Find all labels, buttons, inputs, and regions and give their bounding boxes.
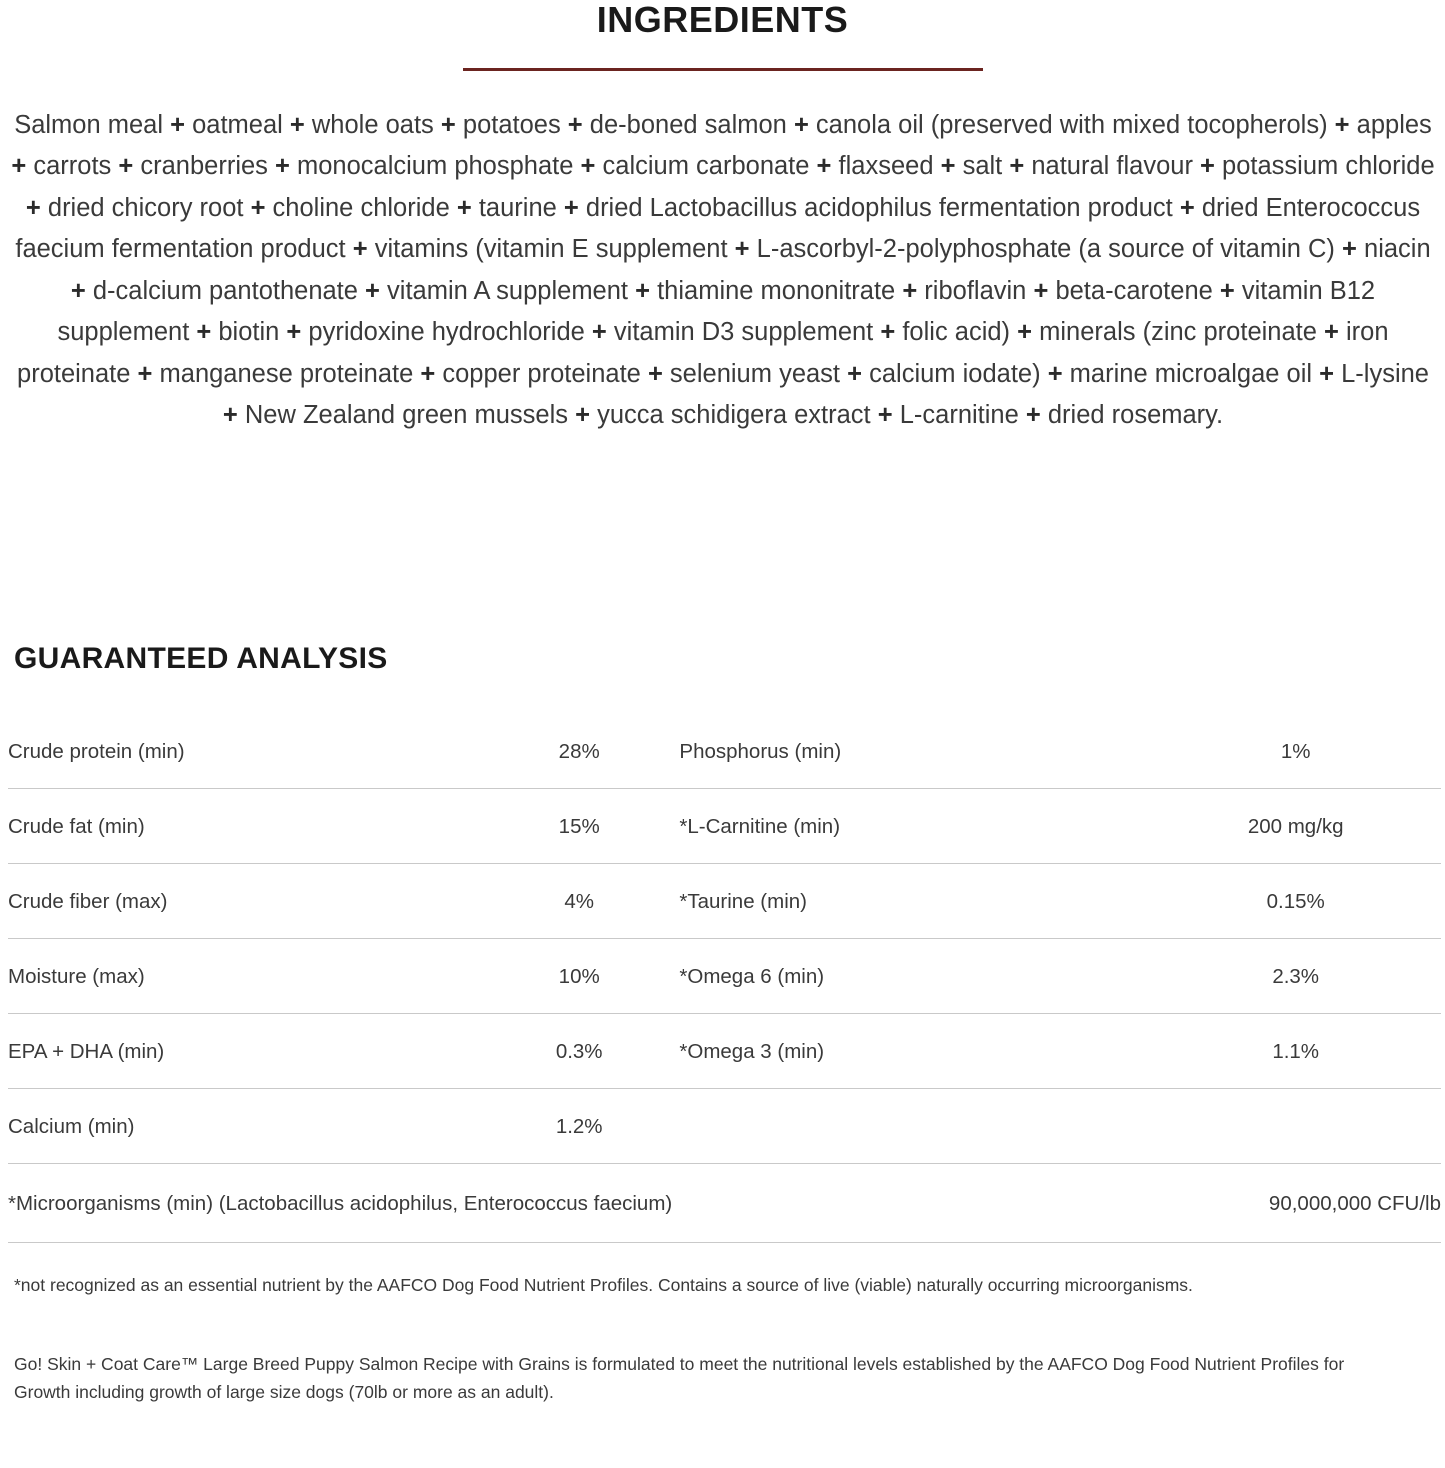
table-row [8,1088,1441,1163]
nutrient-label: Moisture (max) [8,938,479,1013]
nutrient-value: 15% [479,788,679,863]
table-row [8,938,1441,1013]
nutrient-label: Calcium (min) [8,1088,479,1163]
table-row [8,1013,1441,1088]
nutrient-label: *L-Carnitine (min) [679,788,1150,863]
aafco-statement: Go! Skin + Coat Care™ Large Breed Puppy Salmon Recipe with Grains is formulated to meet the nutritional levels established by the AAFCO Dog Food Nutrient Profiles for Growth including growth of large size dogs (70lb or more as an adult). [14,1353,1345,1403]
nutrient-value: 200 mg/kg [1150,788,1441,863]
guaranteed-analysis-heading: GUARANTEED ANALYSIS [14,641,388,675]
ingredients-divider [463,68,983,71]
nutrient-label: *Taurine (min) [679,863,1150,938]
nutrient-label: Crude fat (min) [8,788,479,863]
nutrient-value: 1.2% [479,1088,679,1163]
nutrient-label: *Microorganisms (min) (Lactobacillus acidophilus, Enterococcus faecium) [8,1163,679,1242]
nutrient-label: Crude fiber (max) [8,863,479,938]
nutrient-value: 1% [1150,714,1441,789]
nutrient-label: Crude protein (min) [8,714,479,789]
nutrient-label: *Omega 3 (min) [679,1013,1150,1088]
guaranteed-analysis-footnote: *not recognized as an essential nutrient by the AAFCO Dog Food Nutrient Profiles. Contains a source of live (viable) naturally occurring microorganisms. [14,1274,1193,1295]
table-row [8,714,1441,789]
nutrient-value: 0.15% [1150,863,1441,938]
nutrient-value [1150,1088,1441,1163]
table-row [8,1163,1441,1242]
table-row [8,788,1441,863]
nutrient-label [679,1088,1150,1163]
ingredients-text: Salmon meal + oatmeal + whole oats + potatoes + de-boned salmon + canola oil (preserved with mixed tocopherols) + apples + carrots + cranberries + monocalcium phosphate + calcium carbonate + flaxseed + salt + natural flavour + potassium chloride + dried chicory root + choline chloride + taurine + dried Lactobacillus acidophilus fermentation product + dried Enterococcus faecium fermentation product + vitamins (vitamin E supplement + L-ascorbyl-2-polyphosphate (a source of vitamin C) + niacin + d-calcium pantothenate + vitamin A supplement + thiamine mononitrate + riboflavin + beta-carotene + vitamin B12 supplement + biotin + pyridoxine hydrochloride + vitamin D3 supplement + folic acid) + minerals (zinc proteinate + iron proteinate + manganese proteinate + copper proteinate + selenium yeast + calcium iodate) + marine microalgae oil + L-lysine + New Zealand green mussels + yucca schidigera extract + L-carnitine + dried rosemary. [11,110,1435,430]
nutrient-label: *Omega 6 (min) [679,938,1150,1013]
nutrient-value: 0.3% [479,1013,679,1088]
nutrient-label: Phosphorus (min) [679,714,1150,789]
nutrient-value: 4% [479,863,679,938]
guaranteed-analysis-table [8,714,1441,1243]
ingredients-heading: INGREDIENTS [596,0,849,40]
nutrient-value: 2.3% [1150,938,1441,1013]
nutrient-value: 90,000,000 CFU/lb [679,1163,1441,1242]
nutrient-value: 1.1% [1150,1013,1441,1088]
nutrient-label: EPA + DHA (min) [8,1013,479,1088]
nutrient-value: 28% [479,714,679,789]
table-row [8,863,1441,938]
nutrient-value: 10% [479,938,679,1013]
